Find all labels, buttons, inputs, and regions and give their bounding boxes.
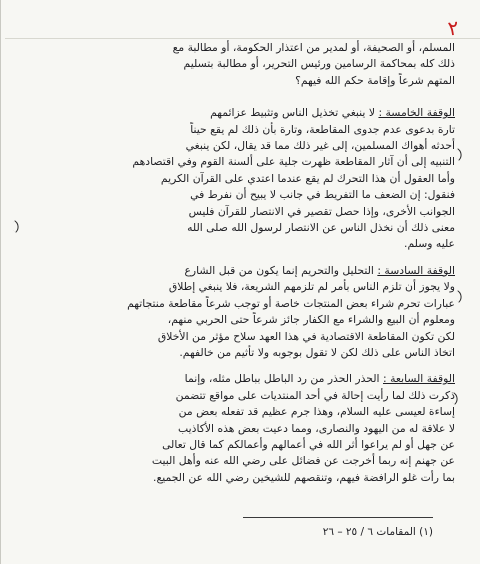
paragraph-fifth-point bbox=[35, 105, 455, 253]
section-heading: الوقفة الخامسة : bbox=[378, 106, 455, 120]
text-line: معنى ذلك أن نخذل الناس عن الانتصار لرسول الله صلى الله bbox=[187, 221, 455, 235]
text-line: ومعلوم أن البيع والشراء مع الكفار جائز شرعاً حتى الحربي منهم، bbox=[167, 313, 455, 327]
top-rule bbox=[5, 38, 480, 39]
text-line bbox=[35, 263, 455, 279]
paragraph-sixth-point bbox=[35, 263, 455, 361]
text-line: إساءة لعيسى عليه السلام، وهذا جرم عظيم قد تفعله بعض من bbox=[178, 405, 455, 419]
text-line: عليه وسلم. bbox=[404, 237, 455, 251]
text-line: ذلك كله بمحاكمة الرسامين ورئيس التحرير، أو مطالبة بتسليم bbox=[183, 57, 455, 71]
text-line: لا علاقة له من اليهود والنصارى، ومما دعيت بعض هذه الأكاذيب bbox=[178, 421, 455, 435]
text-line: الجوانب الأخرى، وإذا حصل تقصير في الانتصار للقرآن فليس bbox=[188, 204, 455, 218]
text-line: عن جهل أو لم يراعوا أثر الله في أعمالهم وأعمالكم كما قال تعالى bbox=[162, 437, 455, 451]
text-line bbox=[35, 105, 455, 121]
text-span: الحذر الحذر من رد الباطل بباطل مثله، وإنما bbox=[184, 372, 380, 386]
text-line: عبارات تحرم شراء بعض المنتجات خاصة أو توجب شرعاً مقاطعة منتجاتهم bbox=[127, 296, 455, 310]
text-line: أحدثه أهواك المسلمين، إلى غير ذلك مما قد يقال، لكن ينبغي bbox=[185, 139, 455, 153]
text-line: لكن تكون المقاطعة الاقتصادية في هذا العهد سلاح مؤثر من الأخلاق bbox=[157, 329, 455, 343]
paragraph-1 bbox=[35, 40, 455, 89]
text-line: المتهم شرعاً وإقامة حكم الله فيهم؟ bbox=[295, 73, 455, 87]
section-heading: الوقفة السادسة : bbox=[377, 263, 455, 277]
text-line: تارة بدعوى عدم جدوى المقاطعة، وتارة بأن ذلك لم يقع حيناً bbox=[190, 122, 455, 136]
footnote-rule bbox=[243, 517, 433, 518]
text-line: عن جهنم إنه ربما أخرجت عن فضائل على رضي الله عنه وأهل البيت bbox=[151, 454, 455, 468]
text-span: التحليل والتحريم إنما يكون من قبل الشارع bbox=[184, 263, 374, 277]
paragraph-seventh-point bbox=[35, 371, 455, 486]
document-body bbox=[35, 40, 455, 530]
text-line: ولا يجوز أن تلزم الناس بأمر لم تلزمهم الشريعة، فلا ينبغي إطلاق bbox=[168, 280, 455, 294]
margin-bracket-mark bbox=[9, 220, 22, 233]
text-line: التنبيه إلى أن آثار المقاطعة ظهرت جلية على ألسنة القوم وفي اقتصادهم bbox=[132, 155, 455, 169]
text-line: بما رأت غلو الرافضة فيهم، وتنقصهم للشيخين رضي الله عن الجميع. bbox=[153, 470, 455, 484]
section-heading: الوقفة السابعة : bbox=[383, 372, 455, 386]
text-line: اتخاذ الناس على ذلك لكن لا تقول بوجوبه ولا تأثيم من خالفهم. bbox=[179, 345, 455, 359]
footnote: (١) المقامات ٦ / ٢٥ – ٢٦ bbox=[322, 526, 433, 538]
text-line: فنقول: إن الضعف ما التفريط في جانب لا يبيح أن نفرط في bbox=[190, 188, 455, 202]
text-line: وأما العقول أن هذا التحرك لم يقع عندما اعتدي على القرآن الكريم bbox=[160, 171, 455, 185]
text-line bbox=[35, 371, 455, 387]
text-line: المسلم، أو الصحيفة، أو لمدير من اعتذار الحكومة، أو مطالبة مع bbox=[172, 41, 455, 54]
page-number: ٢ bbox=[446, 15, 461, 41]
text-line: ذكرت ذلك لما رأيت إحالة في أحد المنتديات على مواقع تتضمن bbox=[175, 388, 455, 402]
text-span: لا ينبغي تخذيل الناس وتثبيط عزائمهم bbox=[210, 106, 376, 120]
